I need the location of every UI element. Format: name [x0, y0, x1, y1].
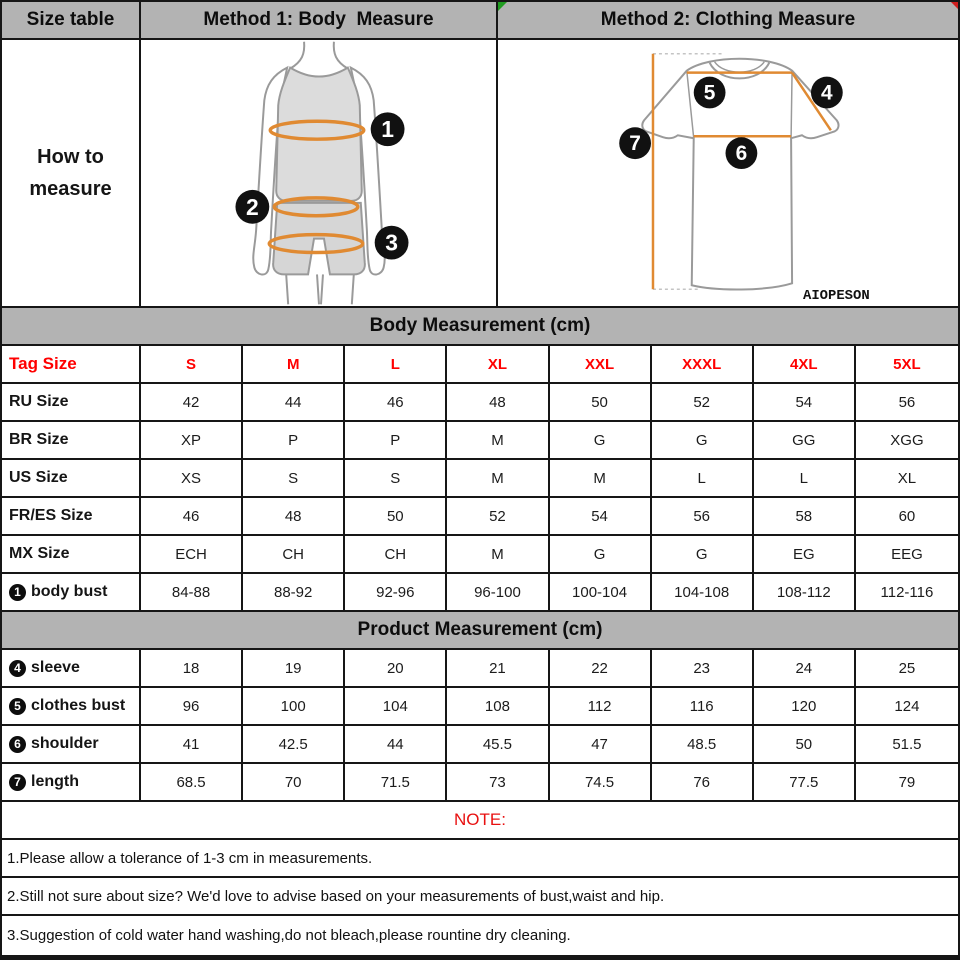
value-cell: XL [897, 469, 917, 487]
value-cell: CH [243, 536, 345, 572]
table-row [2, 384, 958, 422]
value-cell: S [345, 460, 447, 496]
value-cell: M [447, 460, 549, 496]
value-cell: P [243, 422, 345, 458]
note-item: 3.Suggestion of cold water hand washing,do not bleach,please rountine dry cleaning. [2, 916, 958, 954]
value-cell: 48.5 [652, 726, 754, 762]
table-row [2, 422, 958, 460]
row-label-text: US Size [9, 469, 68, 486]
value-cell: 24 [754, 650, 856, 686]
value-cell: 112-116 [880, 583, 934, 601]
row-label [2, 384, 141, 420]
size-table-title: Size table [26, 9, 115, 30]
value-cell: 52 [652, 384, 754, 420]
value-cell: XGG [890, 431, 924, 449]
table-row [2, 688, 958, 726]
value-cell: 74.5 [550, 764, 652, 800]
green-corner-marker [498, 2, 507, 11]
row-label [2, 650, 141, 686]
value-cell: L [754, 460, 856, 496]
value-cell: G [652, 422, 754, 458]
tshirt-illustration [498, 40, 958, 306]
body-measurement-table [2, 384, 958, 612]
table-row [2, 650, 958, 688]
value-cell: 48 [243, 498, 345, 534]
value-cell: 112 [550, 688, 652, 724]
value-cell: 50 [550, 384, 652, 420]
value-cell: 96-100 [447, 574, 549, 610]
value-cell: 22 [550, 650, 652, 686]
value-cell: 108 [447, 688, 549, 724]
table-row [2, 498, 958, 536]
row-label [2, 764, 141, 800]
row-label [2, 688, 141, 724]
value-cell: 51.5 [892, 735, 922, 753]
value-cell: 100 [243, 688, 345, 724]
size-column-header: M [243, 346, 345, 382]
value-cell: M [447, 536, 549, 572]
value-cell: 96 [141, 688, 243, 724]
value-cell: 52 [447, 498, 549, 534]
value-cell: 20 [345, 650, 447, 686]
table-row [2, 536, 958, 574]
value-cell: 41 [141, 726, 243, 762]
row-label [2, 460, 141, 496]
method1-header-cell [141, 2, 498, 38]
value-cell: 68.5 [141, 764, 243, 800]
row-label-text: FR/ES Size [9, 507, 93, 524]
value-cell: 71.5 [345, 764, 447, 800]
size-column-header: XXL [550, 346, 652, 382]
value-cell: XS [141, 460, 243, 496]
value-cell: 70 [243, 764, 345, 800]
value-cell: 88-92 [243, 574, 345, 610]
value-cell: 54 [754, 384, 856, 420]
row-label [2, 726, 141, 762]
badge-4: 4 [821, 81, 833, 105]
value-cell: 104-108 [652, 574, 754, 610]
circled-number-badge: 7 [9, 774, 26, 791]
table-row [2, 764, 958, 802]
top-header-row [2, 2, 958, 40]
size-column-header: L [345, 346, 447, 382]
value-cell: 77.5 [754, 764, 856, 800]
value-cell: S [243, 460, 345, 496]
value-cell: 116 [652, 688, 754, 724]
value-cell: G [550, 422, 652, 458]
value-cell: G [652, 536, 754, 572]
note-list [2, 840, 958, 954]
note-item: 2.Still not sure about size? We'd love to advise based on your measurements of bust,waist and hip. [2, 878, 958, 916]
value-cell: 18 [141, 650, 243, 686]
value-cell: 79 [898, 773, 916, 791]
row-label-text: BR Size [9, 431, 69, 448]
size-column-header: 4XL [754, 346, 856, 382]
value-cell: 44 [243, 384, 345, 420]
value-cell: EEG [891, 545, 923, 563]
badge-1: 1 [381, 116, 394, 143]
badge-7: 7 [629, 132, 641, 156]
value-cell: 54 [550, 498, 652, 534]
how-to-measure-cell [2, 40, 141, 306]
value-cell: 58 [754, 498, 856, 534]
value-cell: CH [345, 536, 447, 572]
product-measurement-section-header [2, 612, 958, 650]
table-row [2, 574, 958, 612]
value-cell: GG [754, 422, 856, 458]
value-cell: M [447, 422, 549, 458]
row-label-text: MX Size [9, 545, 70, 562]
size-table-header-cell [2, 2, 141, 38]
row-label-text: body bust [31, 583, 108, 600]
size-column-header: 5XL [893, 355, 921, 373]
table-row [2, 460, 958, 498]
body-figure-illustration [141, 40, 496, 306]
circled-number-badge: 5 [9, 698, 26, 715]
circled-number-badge: 4 [9, 660, 26, 677]
value-cell: 76 [652, 764, 754, 800]
value-cell: 50 [754, 726, 856, 762]
product-measurement-table [2, 650, 958, 802]
value-cell: 84-88 [141, 574, 243, 610]
size-column-header: XXXL [652, 346, 754, 382]
circled-number-badge: 1 [9, 584, 26, 601]
row-label-text: clothes bust [31, 697, 126, 714]
value-cell: 45.5 [447, 726, 549, 762]
tag-size-label: Tag Size [2, 346, 141, 382]
value-cell: G [550, 536, 652, 572]
value-cell: 56 [898, 393, 916, 411]
value-cell: 120 [754, 688, 856, 724]
size-column-header: S [141, 346, 243, 382]
red-corner-marker [951, 2, 958, 9]
value-cell: 21 [447, 650, 549, 686]
value-cell: 25 [898, 659, 916, 677]
table-row [2, 726, 958, 764]
value-cell: 104 [345, 688, 447, 724]
value-cell: ECH [141, 536, 243, 572]
value-cell: 44 [345, 726, 447, 762]
size-header-row [2, 346, 958, 384]
value-cell: EG [754, 536, 856, 572]
row-label [2, 574, 141, 610]
note-section-header [2, 802, 958, 840]
value-cell: 50 [345, 498, 447, 534]
how-to-measure-row [2, 40, 958, 308]
value-cell: 46 [345, 384, 447, 420]
method2-header-cell [498, 2, 958, 38]
value-cell: 19 [243, 650, 345, 686]
value-cell: 42.5 [243, 726, 345, 762]
value-cell: XP [141, 422, 243, 458]
method1-title: Method 1: Body Measure [203, 9, 434, 30]
value-cell: 42 [141, 384, 243, 420]
value-cell: 108-112 [754, 574, 856, 610]
value-cell: 48 [447, 384, 549, 420]
row-label-text: sleeve [31, 659, 80, 676]
method2-title: Method 2: Clothing Measure [600, 9, 856, 30]
note-item: 1.Please allow a tolerance of 1-3 cm in measurements. [2, 840, 958, 878]
value-cell: 60 [898, 507, 916, 525]
badge-6: 5 [703, 81, 716, 105]
row-label-text: RU Size [9, 393, 69, 410]
value-cell: 124 [894, 697, 920, 715]
badge-2: 2 [246, 193, 259, 220]
how-to-measure-label: How to measure [29, 146, 112, 200]
size-column-header: XL [447, 346, 549, 382]
row-label [2, 422, 141, 458]
product-measurement-title: Product Measurement (cm) [357, 619, 603, 640]
row-label [2, 498, 141, 534]
body-measure-diagram [141, 40, 498, 306]
row-label [2, 536, 141, 572]
value-cell: 92-96 [345, 574, 447, 610]
brand-label: AIOPESON [803, 288, 870, 305]
row-label-text: length [31, 773, 79, 790]
badge-3: 3 [385, 229, 398, 256]
value-cell: 73 [447, 764, 549, 800]
value-cell: 56 [652, 498, 754, 534]
badge-5: 6 [735, 142, 748, 166]
value-cell: 47 [550, 726, 652, 762]
value-cell: M [550, 460, 652, 496]
body-measurement-section-header [2, 308, 958, 346]
clothing-measure-diagram [498, 40, 958, 306]
value-cell: 46 [141, 498, 243, 534]
value-cell: P [345, 422, 447, 458]
body-measurement-title: Body Measurement (cm) [369, 315, 591, 336]
circled-number-badge: 6 [9, 736, 26, 753]
row-label-text: shoulder [31, 735, 99, 752]
note-title: NOTE: [454, 810, 506, 829]
value-cell: 23 [652, 650, 754, 686]
value-cell: 100-104 [550, 574, 652, 610]
value-cell: L [652, 460, 754, 496]
